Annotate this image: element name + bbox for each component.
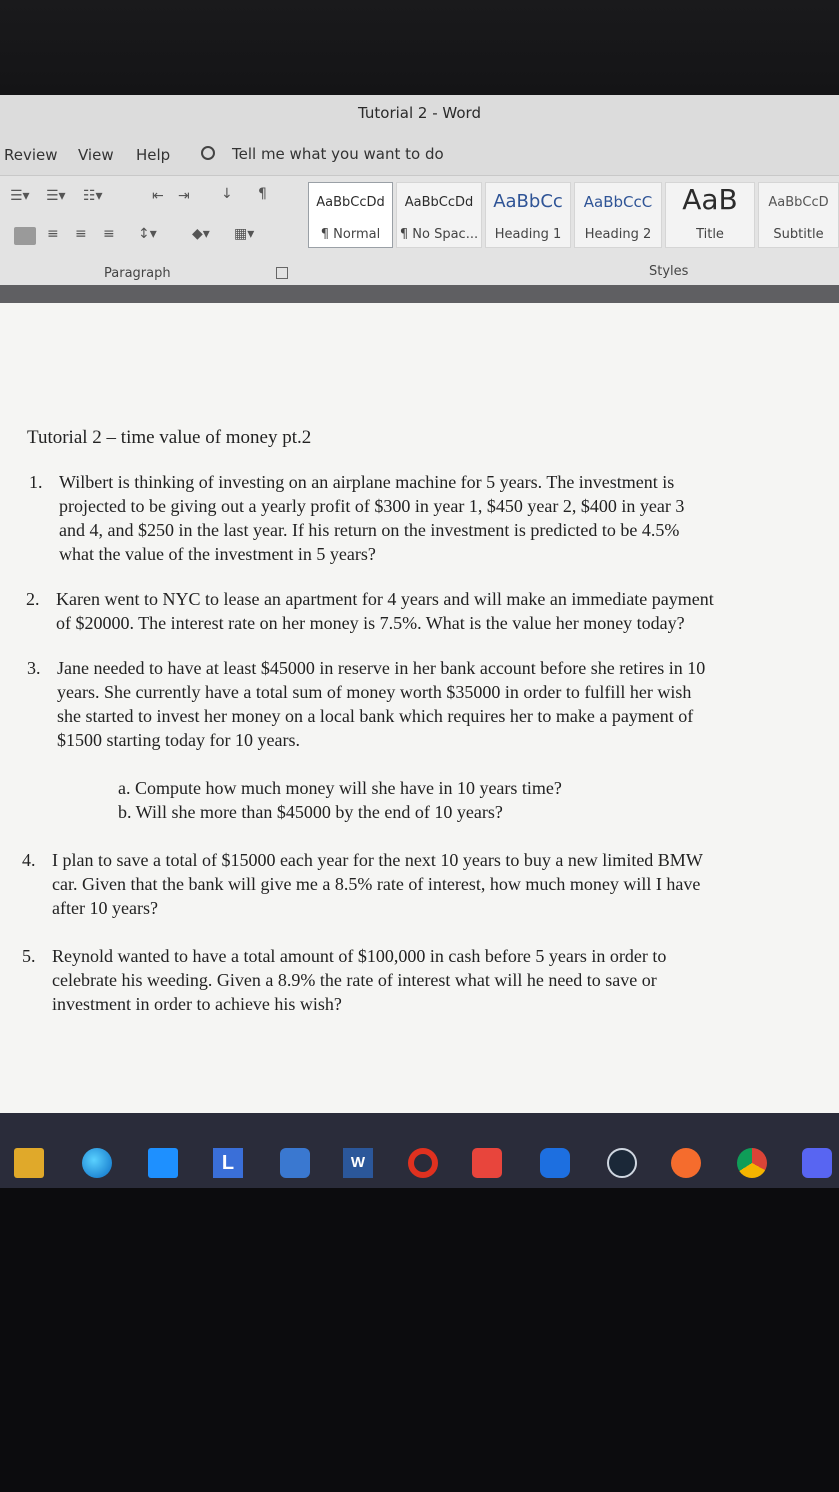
subpart-b: b. Will she more than $45000 by the end of 10 years? xyxy=(118,802,503,822)
style-name: Heading 2 xyxy=(584,227,652,242)
question-5 xyxy=(22,944,817,1016)
style-sample: AaBbCcC xyxy=(583,193,653,211)
style-name: Title xyxy=(696,227,724,242)
shading-icon[interactable]: ◆▾ xyxy=(192,226,210,242)
style-sample: AaBbCcD xyxy=(768,195,829,210)
question-line: Reynold wanted to have a total amount of $100,000 in cash before 5 years in order to xyxy=(52,946,667,966)
word-icon[interactable]: W xyxy=(343,1148,373,1178)
style-sample: AaBbCcDd xyxy=(316,195,385,210)
question-4 xyxy=(22,848,814,920)
pilcrow-icon[interactable]: ¶ xyxy=(258,186,267,202)
style-no-spacing[interactable] xyxy=(396,182,482,248)
edge-icon[interactable] xyxy=(82,1148,112,1178)
style-heading-1[interactable] xyxy=(485,182,571,248)
style-name: ¶ Normal xyxy=(320,227,381,242)
style-title[interactable] xyxy=(665,182,755,248)
decrease-indent-icon[interactable]: ⇤ xyxy=(152,188,164,204)
style-normal[interactable] xyxy=(308,182,393,248)
menu-review[interactable]: Review xyxy=(4,146,58,164)
question-number: 3. xyxy=(27,658,41,678)
question-line: projected to be giving out a yearly profit of $300 in year 1, $450 year 2, $400 in year 3 xyxy=(59,496,685,516)
question-2 xyxy=(26,587,806,635)
subpart-a: a. Compute how much money will she have in 10 years time? xyxy=(118,778,562,798)
origin-icon[interactable] xyxy=(671,1148,701,1178)
question-line: investment in order to achieve his wish? xyxy=(52,994,342,1014)
question-3 xyxy=(27,656,809,752)
office-icon[interactable] xyxy=(408,1148,438,1178)
question-line: and 4, and $250 in the last year. If his return on the investment is predicted to be 4.5% xyxy=(59,520,680,540)
question-number: 2. xyxy=(26,589,40,609)
powerpoint-icon[interactable] xyxy=(472,1148,502,1178)
question-line: I plan to save a total of $15000 each year for the next 10 years to buy a new limited BMW xyxy=(52,850,703,870)
document-page[interactable] xyxy=(0,303,839,1113)
question-number: 4. xyxy=(22,850,36,870)
question-line: after 10 years? xyxy=(52,898,158,918)
justify-icon[interactable]: ≡ xyxy=(103,226,115,242)
question-line: $1500 starting today for 10 years. xyxy=(57,730,300,750)
window-title: Tutorial 2 - Word xyxy=(358,104,481,122)
question-line: Wilbert is thinking of investing on an airplane machine for 5 years. The investment is xyxy=(59,472,675,492)
style-name: Subtitle xyxy=(773,227,824,242)
question-line: she started to invest her money on a local bank which requires her to make a payment of xyxy=(57,706,694,726)
question-line: celebrate his weeding. Given a 8.9% the rate of interest what will he need to save or xyxy=(52,970,657,990)
question-line: of $20000. The interest rate on her money is 7.5%. What is the value her money today? xyxy=(56,613,685,633)
line-spacing-icon[interactable]: ↕▾ xyxy=(138,226,157,242)
question-1 xyxy=(29,470,804,566)
style-heading-2[interactable] xyxy=(574,182,662,248)
align-left-icon[interactable] xyxy=(14,227,36,245)
paragraph-group-label: Paragraph xyxy=(104,266,171,281)
style-sample: AaBbCc xyxy=(493,191,563,212)
style-name: Heading 1 xyxy=(494,227,562,242)
mail-icon[interactable] xyxy=(148,1148,178,1178)
tell-me-search[interactable]: Tell me what you want to do xyxy=(232,145,444,163)
numbering-icon[interactable]: ☰▾ xyxy=(46,188,66,204)
lightbulb-icon xyxy=(201,146,215,160)
question-line: years. She currently have a total sum of money worth $35000 in order to fulfill her wish xyxy=(57,682,692,702)
question-line: what the value of the investment in 5 years? xyxy=(59,544,376,564)
l-app-icon[interactable]: L xyxy=(213,1148,243,1178)
style-sample: AaBbCcDd xyxy=(404,195,474,210)
discord-icon[interactable] xyxy=(802,1148,832,1178)
document-title: Tutorial 2 – time value of money pt.2 xyxy=(27,427,312,448)
ribbon-divider xyxy=(0,285,839,303)
camera-icon[interactable] xyxy=(280,1148,310,1178)
question-line: Karen went to NYC to lease an apartment for 4 years and will make an immediate payment xyxy=(56,589,714,609)
bullets-icon[interactable]: ☰▾ xyxy=(10,188,30,204)
chrome-icon[interactable] xyxy=(737,1148,767,1178)
steam-icon[interactable] xyxy=(607,1148,637,1178)
dialog-launcher-icon[interactable] xyxy=(276,267,288,279)
video-app-icon[interactable] xyxy=(540,1148,570,1178)
menu-help[interactable]: Help xyxy=(136,146,171,164)
style-subtitle[interactable] xyxy=(758,182,839,248)
increase-indent-icon[interactable]: ⇥ xyxy=(178,188,190,204)
style-name: ¶ No Spac... xyxy=(399,227,479,242)
file-explorer-icon[interactable] xyxy=(14,1148,44,1178)
multilevel-list-icon[interactable]: ☷▾ xyxy=(83,188,103,204)
borders-icon[interactable]: ▦▾ xyxy=(234,226,255,242)
menu-view[interactable]: View xyxy=(78,146,114,164)
monitor-bezel-top xyxy=(0,0,839,95)
align-right-icon[interactable]: ≡ xyxy=(75,226,87,242)
question-line: Jane needed to have at least $45000 in reserve in her bank account before she retires in 10 xyxy=(57,658,706,678)
style-sample: AaB xyxy=(682,183,738,216)
question-number: 5. xyxy=(22,946,36,966)
align-center-icon[interactable]: ≡ xyxy=(47,226,59,242)
question-number: 1. xyxy=(29,472,43,492)
styles-group-label: Styles xyxy=(649,264,689,279)
sort-icon[interactable]: ↓ xyxy=(221,186,233,202)
subparts xyxy=(118,776,718,824)
monitor-bezel-bottom xyxy=(0,1188,839,1492)
question-line: car. Given that the bank will give me a 8.5% rate of interest, how much money will I have xyxy=(52,874,701,894)
